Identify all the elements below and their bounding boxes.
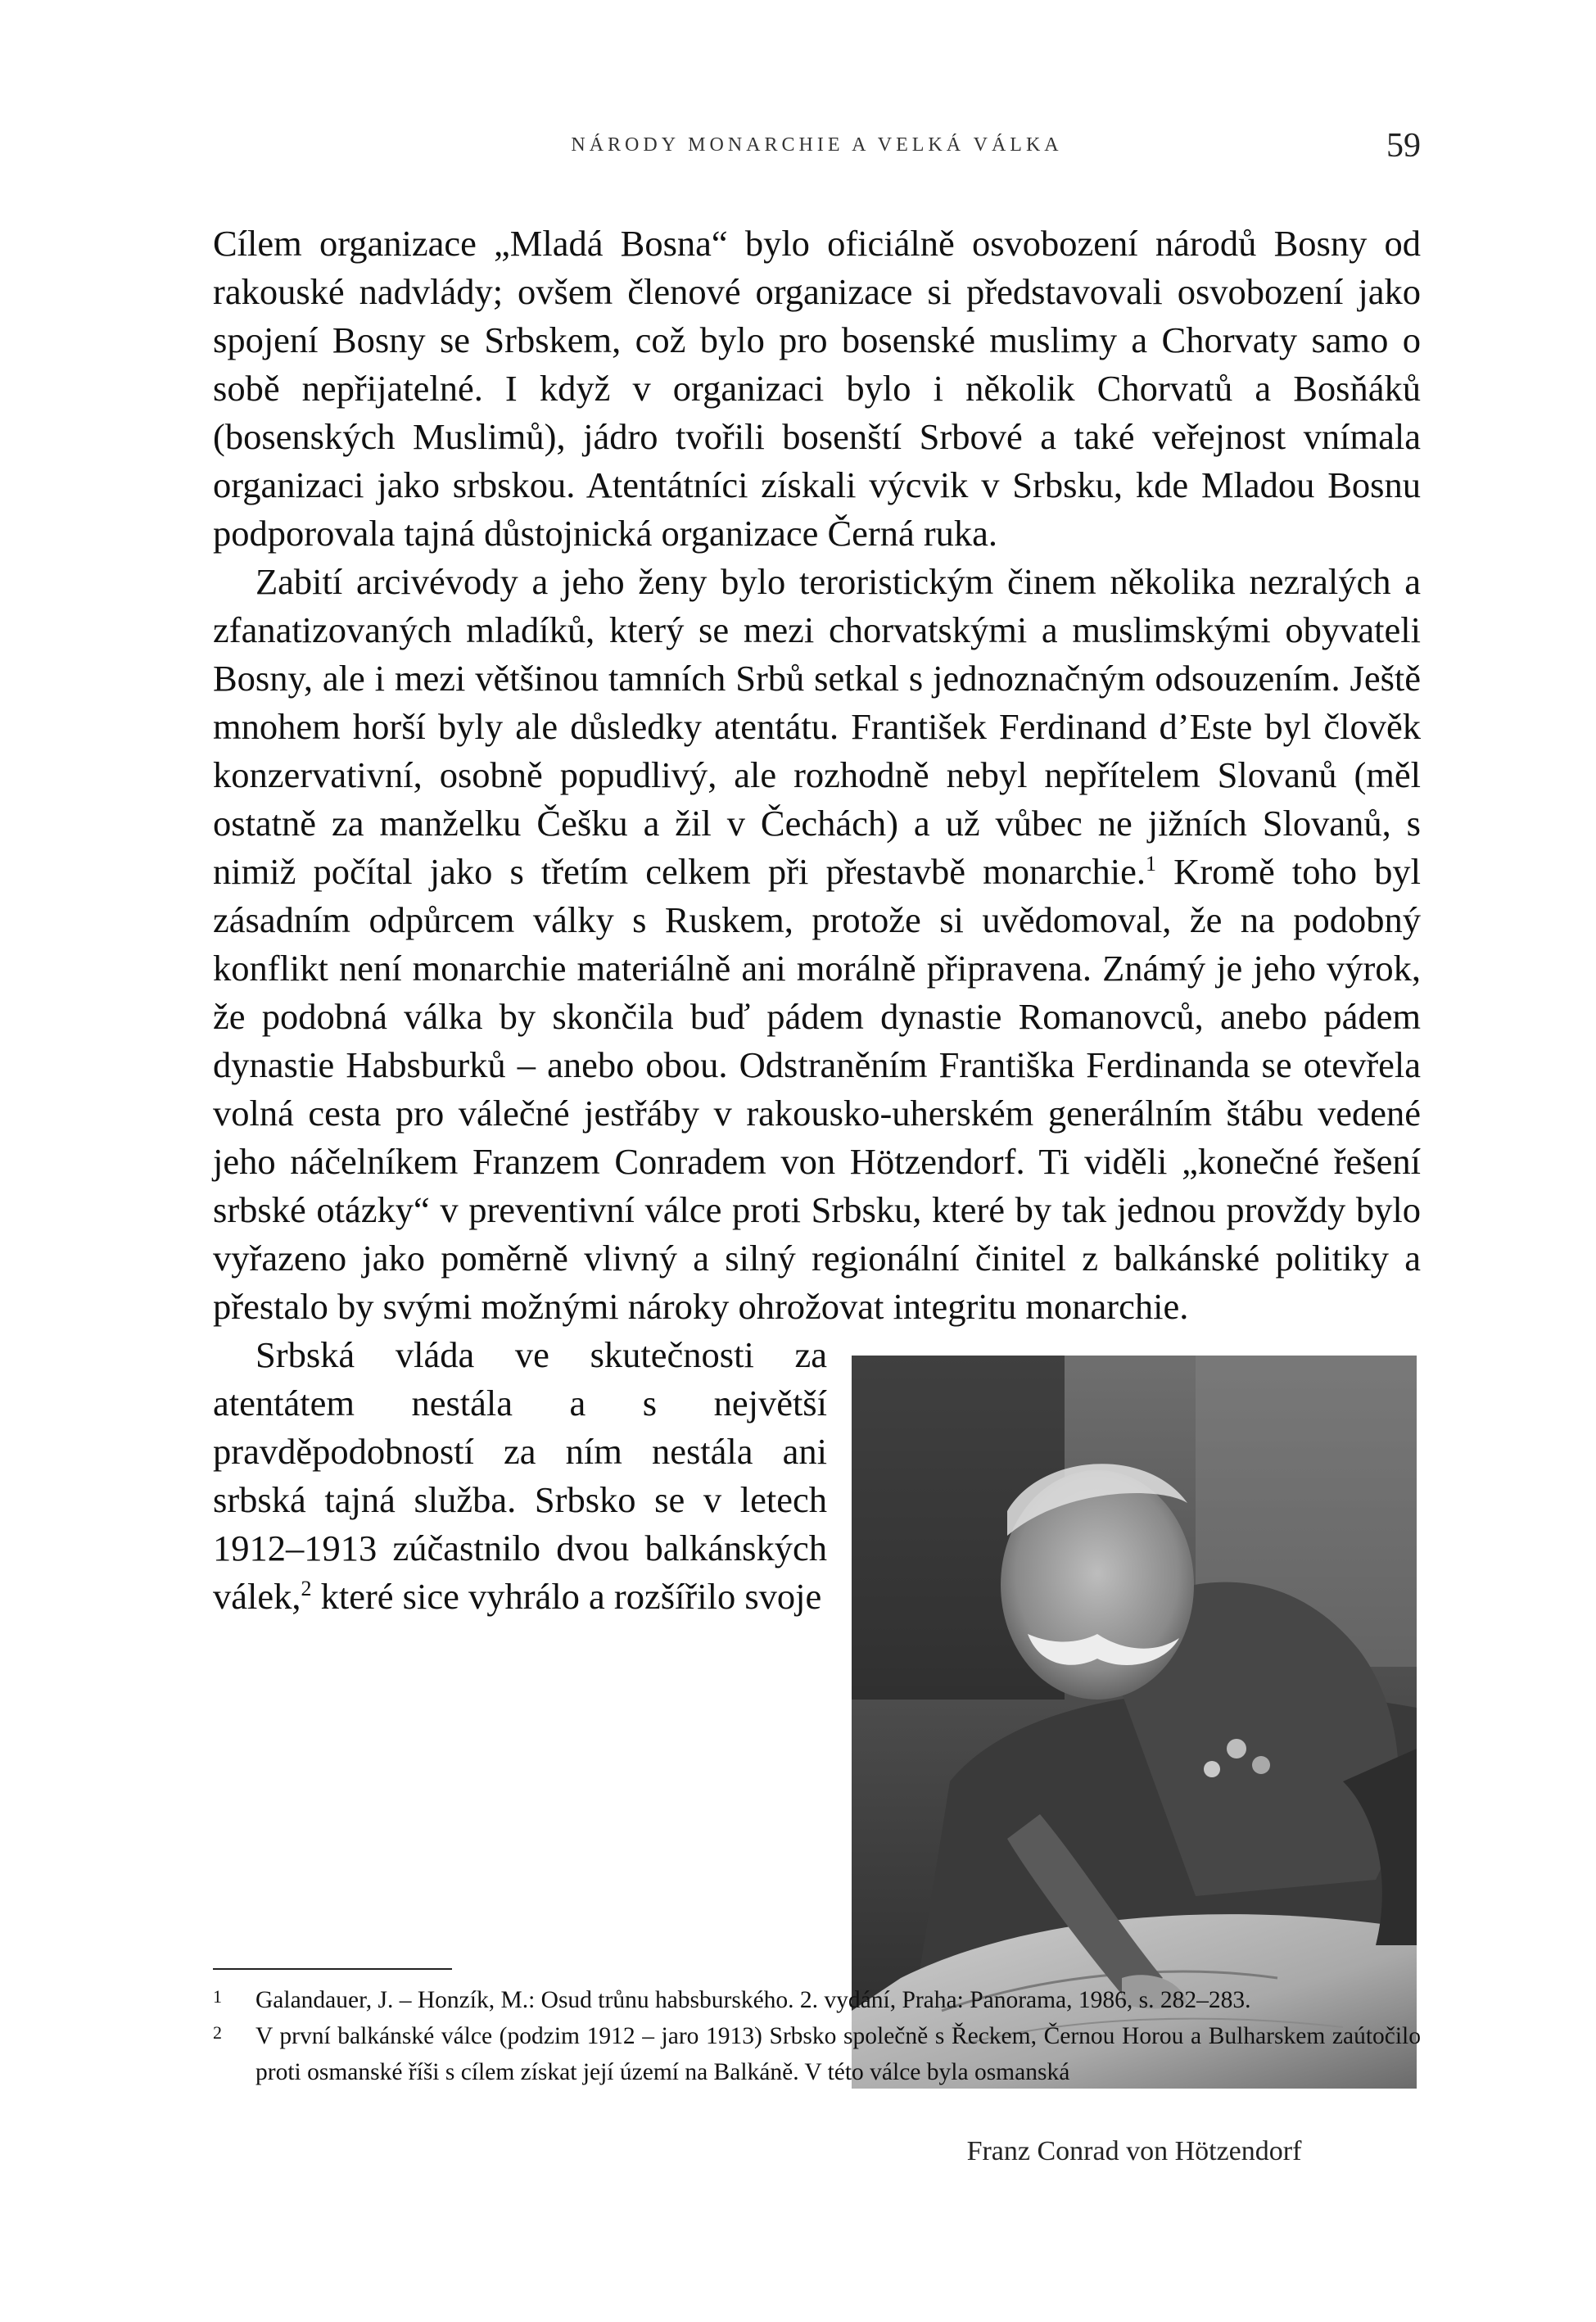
footnotes [213, 1982, 1421, 2090]
footnote-mark: 2 [213, 2022, 222, 2043]
footnote-1 [213, 1982, 1421, 2018]
running-head [213, 127, 1421, 172]
paragraph-1: Cílem organizace „Mladá Bosna“ bylo oficiálně osvobození národů Bosny od rakouské nadvlády; ovšem členové organizace si představovali osvobození jako spojení Bosny se Srbskem, což bylo pro bosenské muslimy a Chorvaty samo o sobě nepřijatelné. I když v organizaci bylo i několik Chorvatů a Bosňáků (bosenských Muslimů), jádro tvořili bosenští Srbové a také veřejnost vnímala organizaci jako srbskou. Atentátníci získali výcvik v Srbsku, kde Mladou Bosnu podporovala tajná důstojnická organizace Černá ruka. [213, 223, 1421, 554]
portrait-photo [852, 1356, 1417, 2089]
footnote-ref-1[interactable]: 1 [1146, 852, 1157, 876]
photo-caption: Franz Conrad von Hötzendorf [966, 2136, 1302, 2166]
footnote-mark: 1 [213, 1986, 222, 2007]
paragraph-2-part-a: Zabití arcivévody a jeho ženy bylo teroristickým činem několika nezralých a zfanatizovaných mladíků, který se mezi chorvatskými a muslimskými obyvateli Bosny, ale i mezi většinou tamních Srbů setkal s jednoznačným odsouzením. Ještě mnohem horší byly ale důsledky atentátu. František Ferdinand d’Este byl člověk konzervativní, osobně popudlivý, ale rozhodně nebyl nepřítelem Slovanů (měl ostatně za manželku Češku a žil v Čechách) a už vůbec ne jižních Slovanů, s nimiž počítal jako s třetím celkem při přestavbě monarchie. [213, 561, 1421, 892]
paragraph-3-part-a: Srbská vláda ve skutečnosti za atentátem nestála a s největší pravděpodobností za ním nestála ani srbská tajná služba. Srbsko se v letech 1912–1913 zúčastnilo dvou balkánských válek, [213, 1334, 827, 1617]
page-number: 59 [1386, 127, 1421, 165]
paragraph-2-part-b: Kromě toho byl zásadním odpůrcem války s Ruskem, protože si uvědomoval, že na podobný konflikt není monarchie materiálně ani morálně připravena. Známý je jeho výrok, že podobná válka by skončila buď pádem dynastie Romanovců, anebo pádem dynastie Habsburků – anebo obou. Odstraněním Františka Ferdinanda se otevřela volná cesta pro válečné jestřáby v rakousko-uherském generálním štábu vedené jeho náčelníkem Franzem Conradem von Hötzendorf. Ti viděli „konečné řešení srbské otázky“ v preventivní válce proti Srbsku, které by tak jednou provždy bylo vyřazeno jako poměrně vlivný a silný regionální činitel z balkánské politiky a přestalo by svými možnými nároky ohrožovat integritu monarchie. [213, 851, 1421, 1327]
footnote-separator [213, 1968, 452, 1970]
paragraph-2 [213, 558, 1421, 1331]
paragraph-3-part-b: které sice vyhrálo a rozšířilo svoje [311, 1576, 822, 1617]
footnote-ref-2[interactable]: 2 [301, 1577, 312, 1601]
running-title: NÁRODY MONARCHIE A VELKÁ VÁLKA [571, 134, 1063, 156]
footnote-2 [213, 2018, 1421, 2090]
footnote-text: V první balkánské válce (podzim 1912 – jaro 1913) Srbsko společně s Řeckem, Černou Horou a Bulharskem zaútočilo proti osmanské říši s cílem získat její území na Balkáně. V této válce byla osmanská [255, 2023, 1421, 2085]
portrait-illustration [852, 1356, 1417, 2089]
body-text [213, 220, 1421, 2175]
footnote-text: Galandauer, J. – Honzík, M.: Osud trůnu habsburského. 2. vydání, Praha: Panorama, 1986, s. 282–283. [255, 1987, 1251, 2013]
